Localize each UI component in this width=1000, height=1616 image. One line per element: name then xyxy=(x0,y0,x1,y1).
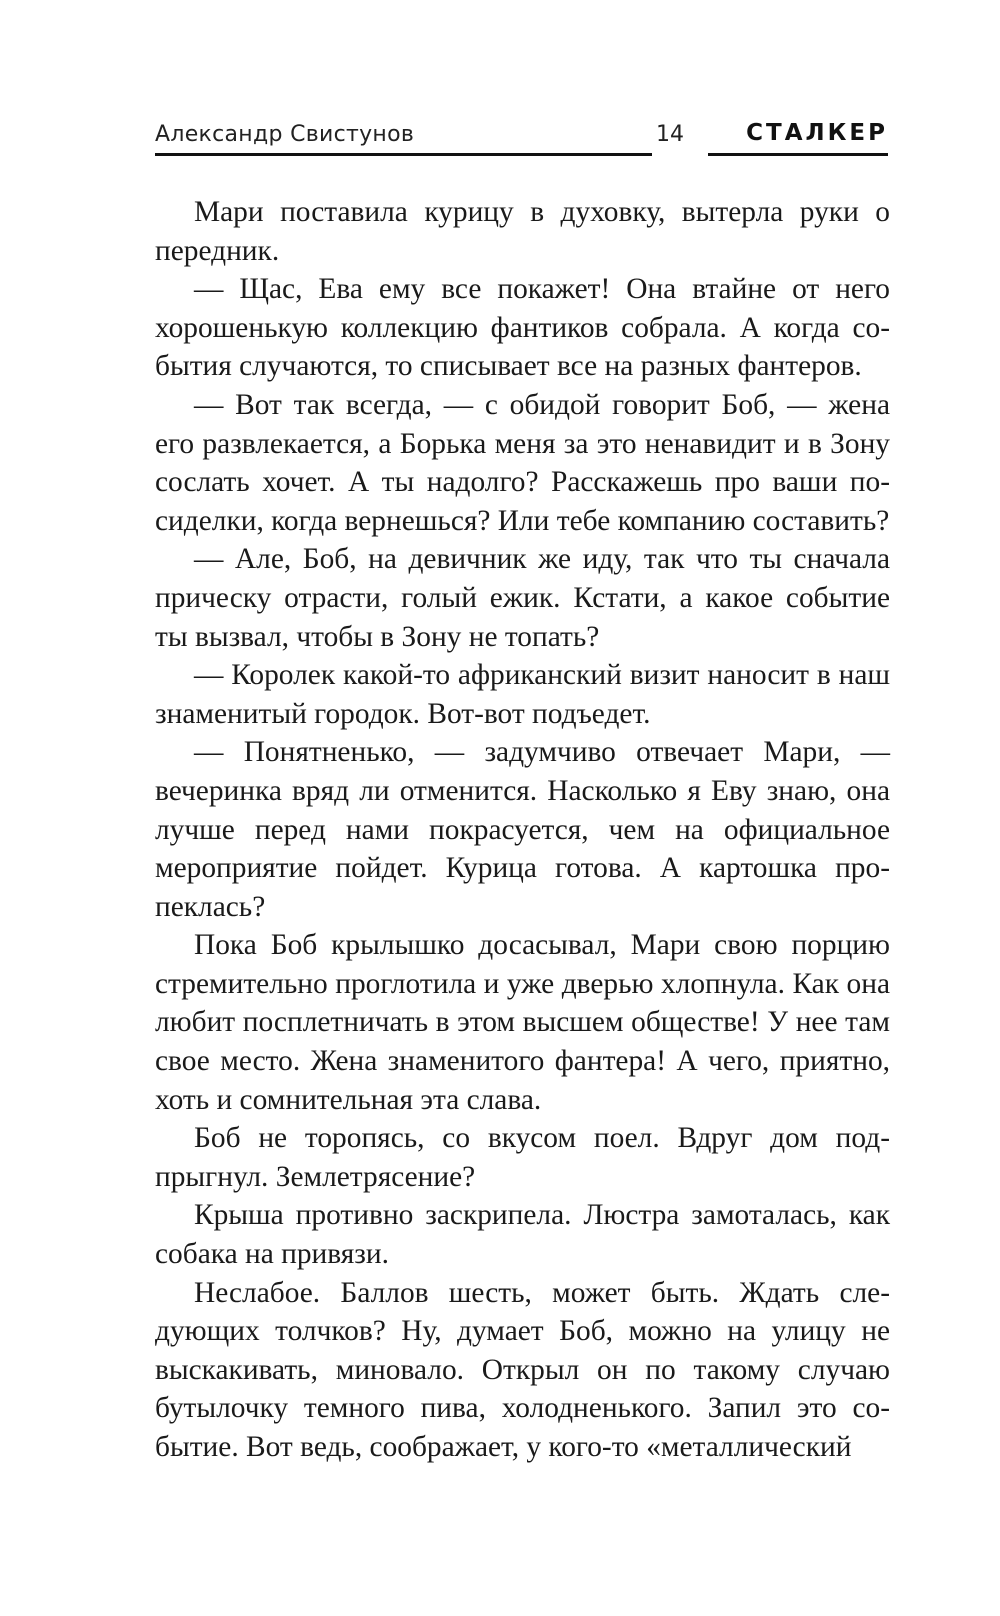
header-rule-left xyxy=(155,153,652,156)
paragraph: — Але, Боб, на девичник же иду, так что ты сначала прическу отрасти, голый ежик. Кстати, а какое событие ты вызвал, чтобы в Зону не топать? xyxy=(155,543,890,653)
page-number: 14 xyxy=(656,122,684,147)
paragraph: — Понятненько, — задумчиво отвечает Мари, — вечеринка вряд ли отменится. Насколько я Еву знаю, она лучше перед нами покрасуется, чем на официальное мероприятие пойдет. Курица готова. А картошка пропеклась? xyxy=(155,736,890,923)
body-text xyxy=(155,193,890,1467)
paragraph: — Вот так всегда, — с обидой говорит Боб, — жена его развлекается, а Борька меня за это ненавидит и в Зону сослать хочет. А ты надолго? Расскажешь про ваши посиделки, когда вернешься? Или тебе компанию составить? xyxy=(155,388,890,537)
header-series-title: СТАЛКЕР xyxy=(746,120,888,146)
header-rule-right xyxy=(708,153,888,156)
paragraph: Боб не торопясь, со вкусом поел. Вдруг дом подпрыгнул. Землетрясение? xyxy=(155,1122,890,1193)
paragraph: Пока Боб крылышко досасывал, Мари свою порцию стремительно проглотила и уже дверью хлопнула. Как она любит посплетничать в этом высшем обществе! У нее там свое место. Жена знаменитого фантера! А чего, приятно, хоть и сомнительная эта слава. xyxy=(155,929,890,1116)
paragraph: Крыша противно заскрипела. Люстра замоталась, как собака на привязи. xyxy=(155,1199,890,1271)
paragraph: Неслабое. Баллов шесть, может быть. Ждать следующих толчков? Ну, думает Боб, можно на улицу не выскакивать, миновало. Открыл он по такому случаю бутылочку темного пива, холодненького. Запил это событие. Вот ведь, соображает, у кого-то «металлический xyxy=(155,1276,890,1463)
running-header xyxy=(155,112,888,158)
header-author: Александр Свистунов xyxy=(155,122,415,147)
paragraph: — Щас, Ева ему все покажет! Она втайне от него хорошенькую коллекцию фантиков собрала. А когда события случаются, то списывает все на разных фантеров. xyxy=(155,273,890,383)
paragraph: Мари поставила курицу в духовку, вытерла руки о передник. xyxy=(155,196,890,267)
paragraph: — Королек какой-то африканский визит наносит в наш знаменитый городок. Вот-вот подъедет. xyxy=(155,659,890,730)
